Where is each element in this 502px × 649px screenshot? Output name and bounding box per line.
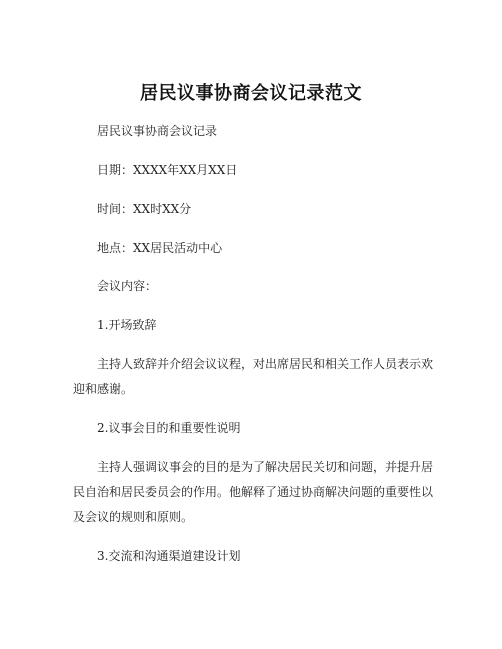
- meeting-location: 地点：XX居民活动中心: [97, 241, 223, 255]
- section-1-body-line-2: 迎和感谢。: [73, 382, 134, 396]
- section-heading-2: 2.议事会目的和重要性说明: [97, 421, 241, 435]
- document-title: 居民议事协商会议记录范文: [140, 83, 362, 104]
- section-1-body-line-1: 主持人致辞并介绍会议议程，对出席居民和相关工作人员表示欢: [97, 357, 434, 371]
- section-heading-3: 3.交流和沟通渠道建设计划: [97, 549, 241, 563]
- section-2-body-line-3: 及会议的规则和原则。: [73, 510, 194, 524]
- section-2-body-line-1: 主持人强调议事会的目的是为了解决居民关切和问题，并提升居: [97, 460, 434, 474]
- doc-subtitle: 居民议事协商会议记录: [97, 124, 218, 138]
- meeting-date: 日期：XXXX年XX月XX日: [97, 163, 238, 177]
- meeting-time: 时间：XX时XX分: [97, 202, 192, 216]
- section-heading-1: 1.开场致辞: [97, 318, 157, 332]
- meeting-content-heading: 会议内容：: [97, 279, 158, 293]
- section-2-body-line-2: 民自治和居民委员会的作用。他解释了通过协商解决问题的重要性以: [73, 485, 434, 499]
